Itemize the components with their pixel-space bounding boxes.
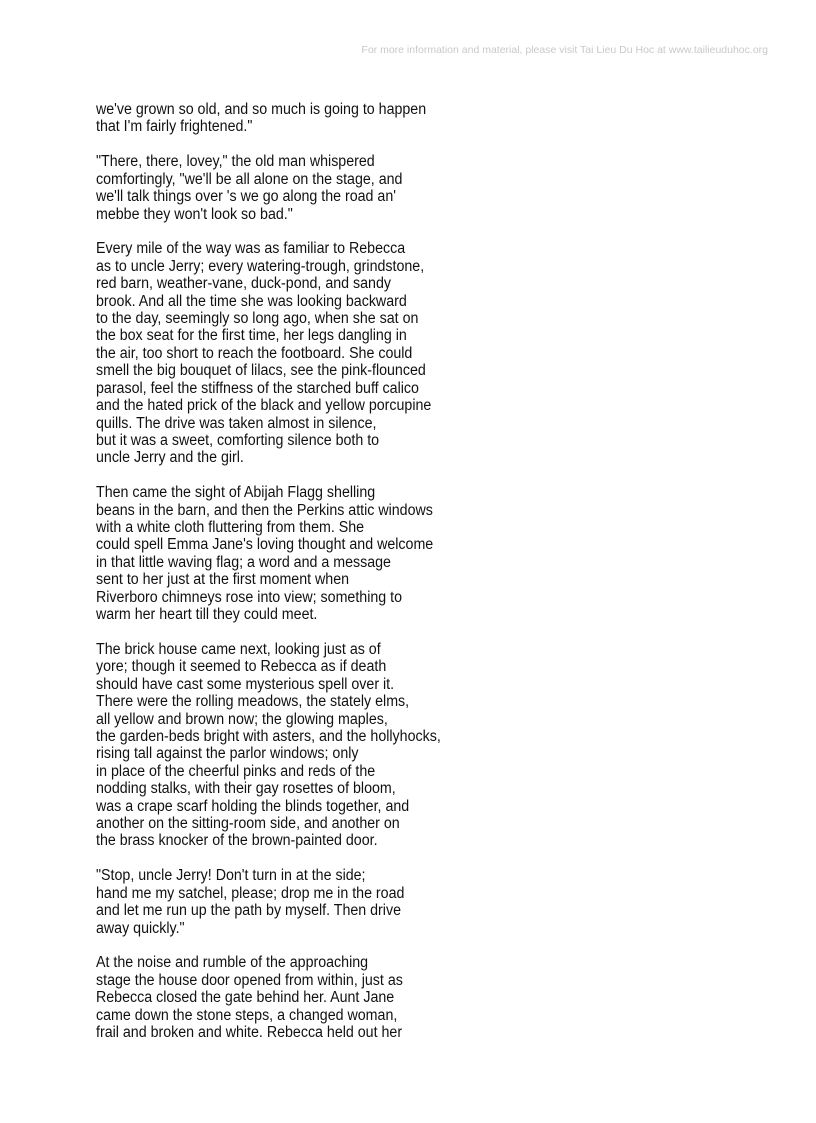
text-line: could spell Emma Jane's loving thought and welcome — [96, 536, 434, 554]
text-line: the air, too short to reach the footboard. She could — [96, 344, 413, 362]
text-line: warm her heart till they could meet. — [96, 606, 318, 624]
source-note: For more information and material, please visit Tai Lieu Du Hoc at www.tailieuduhoc.org — [361, 44, 768, 56]
text-line: away quickly." — [96, 919, 185, 937]
text-line: but it was a sweet, comforting silence both to — [96, 431, 380, 449]
text-line: that I'm fairly frightened." — [96, 118, 253, 136]
text-line: stage the house door opened from within, just as — [96, 971, 403, 989]
text-line: and let me run up the path by myself. Then drive — [96, 902, 401, 920]
text-line: Every mile of the way was as familiar to Rebecca — [96, 240, 406, 258]
text-line: mebbe they won't look so bad." — [96, 205, 293, 223]
text-line: the box seat for the first time, her legs dangling in — [96, 327, 407, 345]
text-line: There were the rolling meadows, the stately elms, — [96, 693, 410, 711]
text-line: Then came the sight of Abijah Flagg shelling — [96, 484, 376, 502]
paragraph — [96, 641, 756, 850]
text-line: comfortingly, "we'll be all alone on the stage, and — [96, 170, 403, 188]
paragraph — [96, 101, 756, 136]
text-line: all yellow and brown now; the glowing maples, — [96, 710, 388, 728]
document-body — [96, 101, 756, 1059]
text-line: with a white cloth fluttering from them. She — [96, 519, 365, 537]
text-line: "Stop, uncle Jerry! Don't turn in at the side; — [96, 867, 366, 885]
text-line: to the day, seemingly so long ago, when she sat on — [96, 310, 419, 328]
text-line: yore; though it seemed to Rebecca as if death — [96, 658, 387, 676]
text-line: we'll talk things over 's we go along the road an' — [96, 188, 396, 206]
text-line: came down the stone steps, a changed woman, — [96, 1006, 398, 1024]
text-line: parasol, feel the stiffness of the starched buff calico — [96, 379, 419, 397]
text-line: another on the sitting-room side, and another on — [96, 815, 400, 833]
text-line: as to uncle Jerry; every watering-trough, grindstone, — [96, 257, 425, 275]
text-line: the brass knocker of the brown-painted door. — [96, 832, 378, 850]
paragraph — [96, 153, 756, 223]
text-line: in place of the cheerful pinks and reds of the — [96, 762, 376, 780]
text-line: Riverboro chimneys rose into view; something to — [96, 588, 402, 606]
paragraph — [96, 484, 756, 623]
text-line: uncle Jerry and the girl. — [96, 449, 244, 467]
text-line: the garden-beds bright with asters, and the hollyhocks, — [96, 728, 441, 745]
text-line: rising tall against the parlor windows; only — [96, 745, 359, 763]
text-line: was a crape scarf holding the blinds together, and — [96, 797, 410, 815]
text-line: nodding stalks, with their gay rosettes of bloom, — [96, 780, 396, 798]
text-line: and the hated prick of the black and yellow porcupine — [96, 397, 432, 415]
text-line: we've grown so old, and so much is going to happen — [96, 101, 427, 118]
text-line: sent to her just at the first moment when — [96, 571, 350, 589]
text-line: frail and broken and white. Rebecca held out her — [96, 1024, 403, 1042]
text-line: should have cast some mysterious spell over it. — [96, 675, 395, 693]
text-line: At the noise and rumble of the approaching — [96, 954, 369, 972]
text-line: beans in the barn, and then the Perkins attic windows — [96, 501, 433, 519]
paragraph — [96, 954, 756, 1041]
text-line: hand me my satchel, please; drop me in the road — [96, 884, 405, 902]
text-line: smell the big bouquet of lilacs, see the pink-flounced — [96, 362, 426, 380]
text-line: The brick house came next, looking just as of — [96, 640, 381, 658]
text-line: Rebecca closed the gate behind her. Aunt Jane — [96, 989, 395, 1007]
text-line: "There, there, lovey," the old man whispered — [96, 153, 375, 171]
paragraph — [96, 240, 756, 466]
paragraph — [96, 867, 756, 937]
text-line: in that little waving flag; a word and a message — [96, 553, 391, 571]
text-line: quills. The drive was taken almost in silence, — [96, 414, 377, 432]
text-line: red barn, weather-vane, duck-pond, and sandy — [96, 275, 391, 293]
text-line: brook. And all the time she was looking backward — [96, 292, 407, 310]
